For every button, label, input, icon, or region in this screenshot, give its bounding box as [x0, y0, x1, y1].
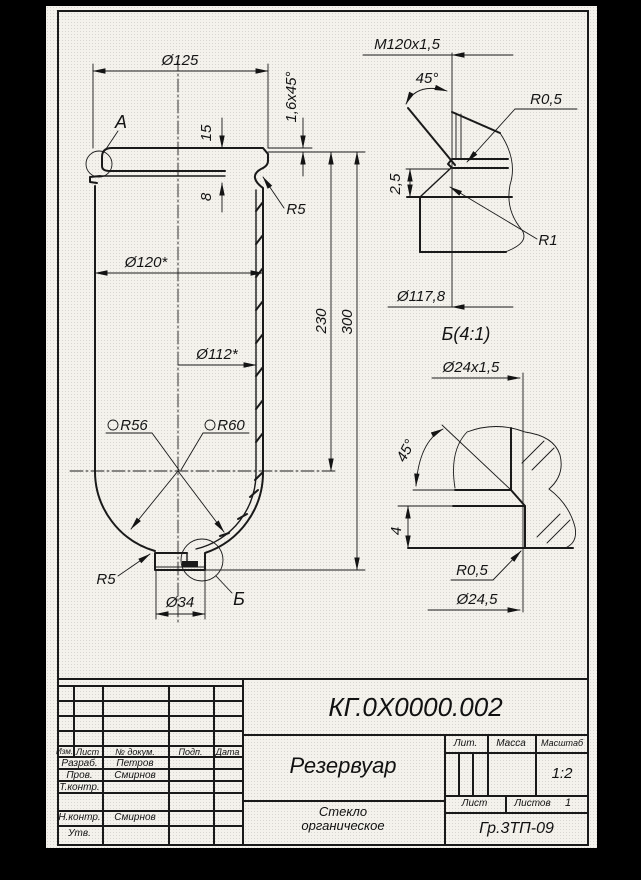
detail-a-d1178: Ø117,8: [396, 288, 446, 305]
dim-15: 15: [198, 124, 215, 142]
grid-line: [458, 752, 460, 795]
header-sheet: Лист: [461, 798, 488, 809]
detail-b-title: Б(4:1): [441, 324, 491, 344]
grid-line: [444, 752, 589, 754]
material-line2: органическое: [301, 818, 385, 833]
grid-line: [472, 752, 474, 795]
header-doc: № докум.: [115, 747, 155, 757]
dim-8: 8: [198, 192, 215, 202]
grid-line: [242, 800, 444, 802]
dim-230: 230: [313, 308, 330, 334]
grid-line: [73, 685, 75, 756]
vessel-left-wall: [95, 186, 155, 551]
row-name: Смирнов: [114, 770, 156, 781]
dim-d112: Ø112*: [196, 346, 238, 363]
label-r5-top: R5: [286, 201, 306, 218]
group-cell: Гр.3ТП-09: [479, 820, 554, 837]
sphere-symbol-r56: [108, 420, 118, 430]
dim-d120: Ø120*: [124, 254, 168, 271]
header-lit: Лит.: [453, 738, 478, 749]
material-line1: Стекло: [318, 804, 368, 819]
header-sheets: Листов: [514, 798, 551, 809]
header-mass: Масса: [496, 738, 526, 749]
header-scale: Масштаб: [540, 738, 584, 748]
detail-b-view: [388, 324, 576, 612]
vessel-neck-cap: [102, 148, 225, 171]
detail-b-angle: 45°: [393, 436, 419, 465]
grid-line: [168, 685, 170, 846]
grid-line: [242, 734, 589, 736]
dim-chamfer: 1,6x45°: [283, 71, 300, 123]
dim-300: 300: [339, 309, 356, 335]
detail-a-view: [363, 36, 577, 307]
callout-a: А: [114, 112, 128, 132]
row-name: Смирнов: [114, 812, 156, 823]
header-sign: Подп.: [178, 747, 203, 757]
header-date: Дата: [215, 747, 240, 757]
detail-a-callout-circle: [86, 151, 112, 177]
detail-b-r05: R0,5: [456, 562, 488, 579]
label-r60: R60: [217, 417, 245, 434]
vessel-rim: [112, 148, 268, 553]
row-role: Т.контр.: [59, 782, 100, 793]
grid-line: [213, 685, 215, 846]
row-name: Петров: [116, 758, 154, 769]
sphere-symbol-r60: [205, 420, 215, 430]
main-view: [70, 52, 365, 624]
detail-b-d245: Ø24,5: [456, 591, 498, 608]
vessel-inner-wall: [196, 190, 256, 549]
header-list: Лист: [75, 747, 100, 757]
callout-b: Б: [233, 589, 245, 609]
grid-line: [444, 812, 589, 814]
boss-section-fill: [182, 561, 198, 567]
row-role: Утв.: [68, 828, 91, 839]
glass-hatch: [522, 441, 570, 543]
label-r56: R56: [120, 417, 148, 434]
row-role: Н.контр.: [58, 812, 101, 823]
scale-value: 1:2: [551, 765, 573, 782]
sheets-value: 1: [564, 797, 572, 809]
label-r5-bottom: R5: [96, 571, 116, 588]
row-role: Пров.: [66, 770, 93, 781]
detail-a-25: 2,5: [387, 173, 404, 195]
detail-a-r05: R0,5: [530, 91, 562, 108]
dim-d125: Ø125: [161, 52, 199, 69]
detail-b-4: 4: [388, 526, 405, 536]
thread-callout: М120х1,5: [374, 36, 440, 53]
doc-number: КГ.0Х0000.002: [328, 692, 503, 722]
detail-a-angle: 45°: [415, 70, 439, 87]
header-izm: Изм.: [56, 747, 74, 756]
part-name: Резервуар: [289, 753, 397, 778]
detail-a-r1: R1: [538, 232, 558, 249]
dim-d34: Ø34: [165, 594, 195, 611]
row-role: Разраб.: [61, 758, 98, 769]
detail-b-d24: Ø24х1,5: [442, 359, 500, 376]
grid-line: [57, 678, 589, 680]
